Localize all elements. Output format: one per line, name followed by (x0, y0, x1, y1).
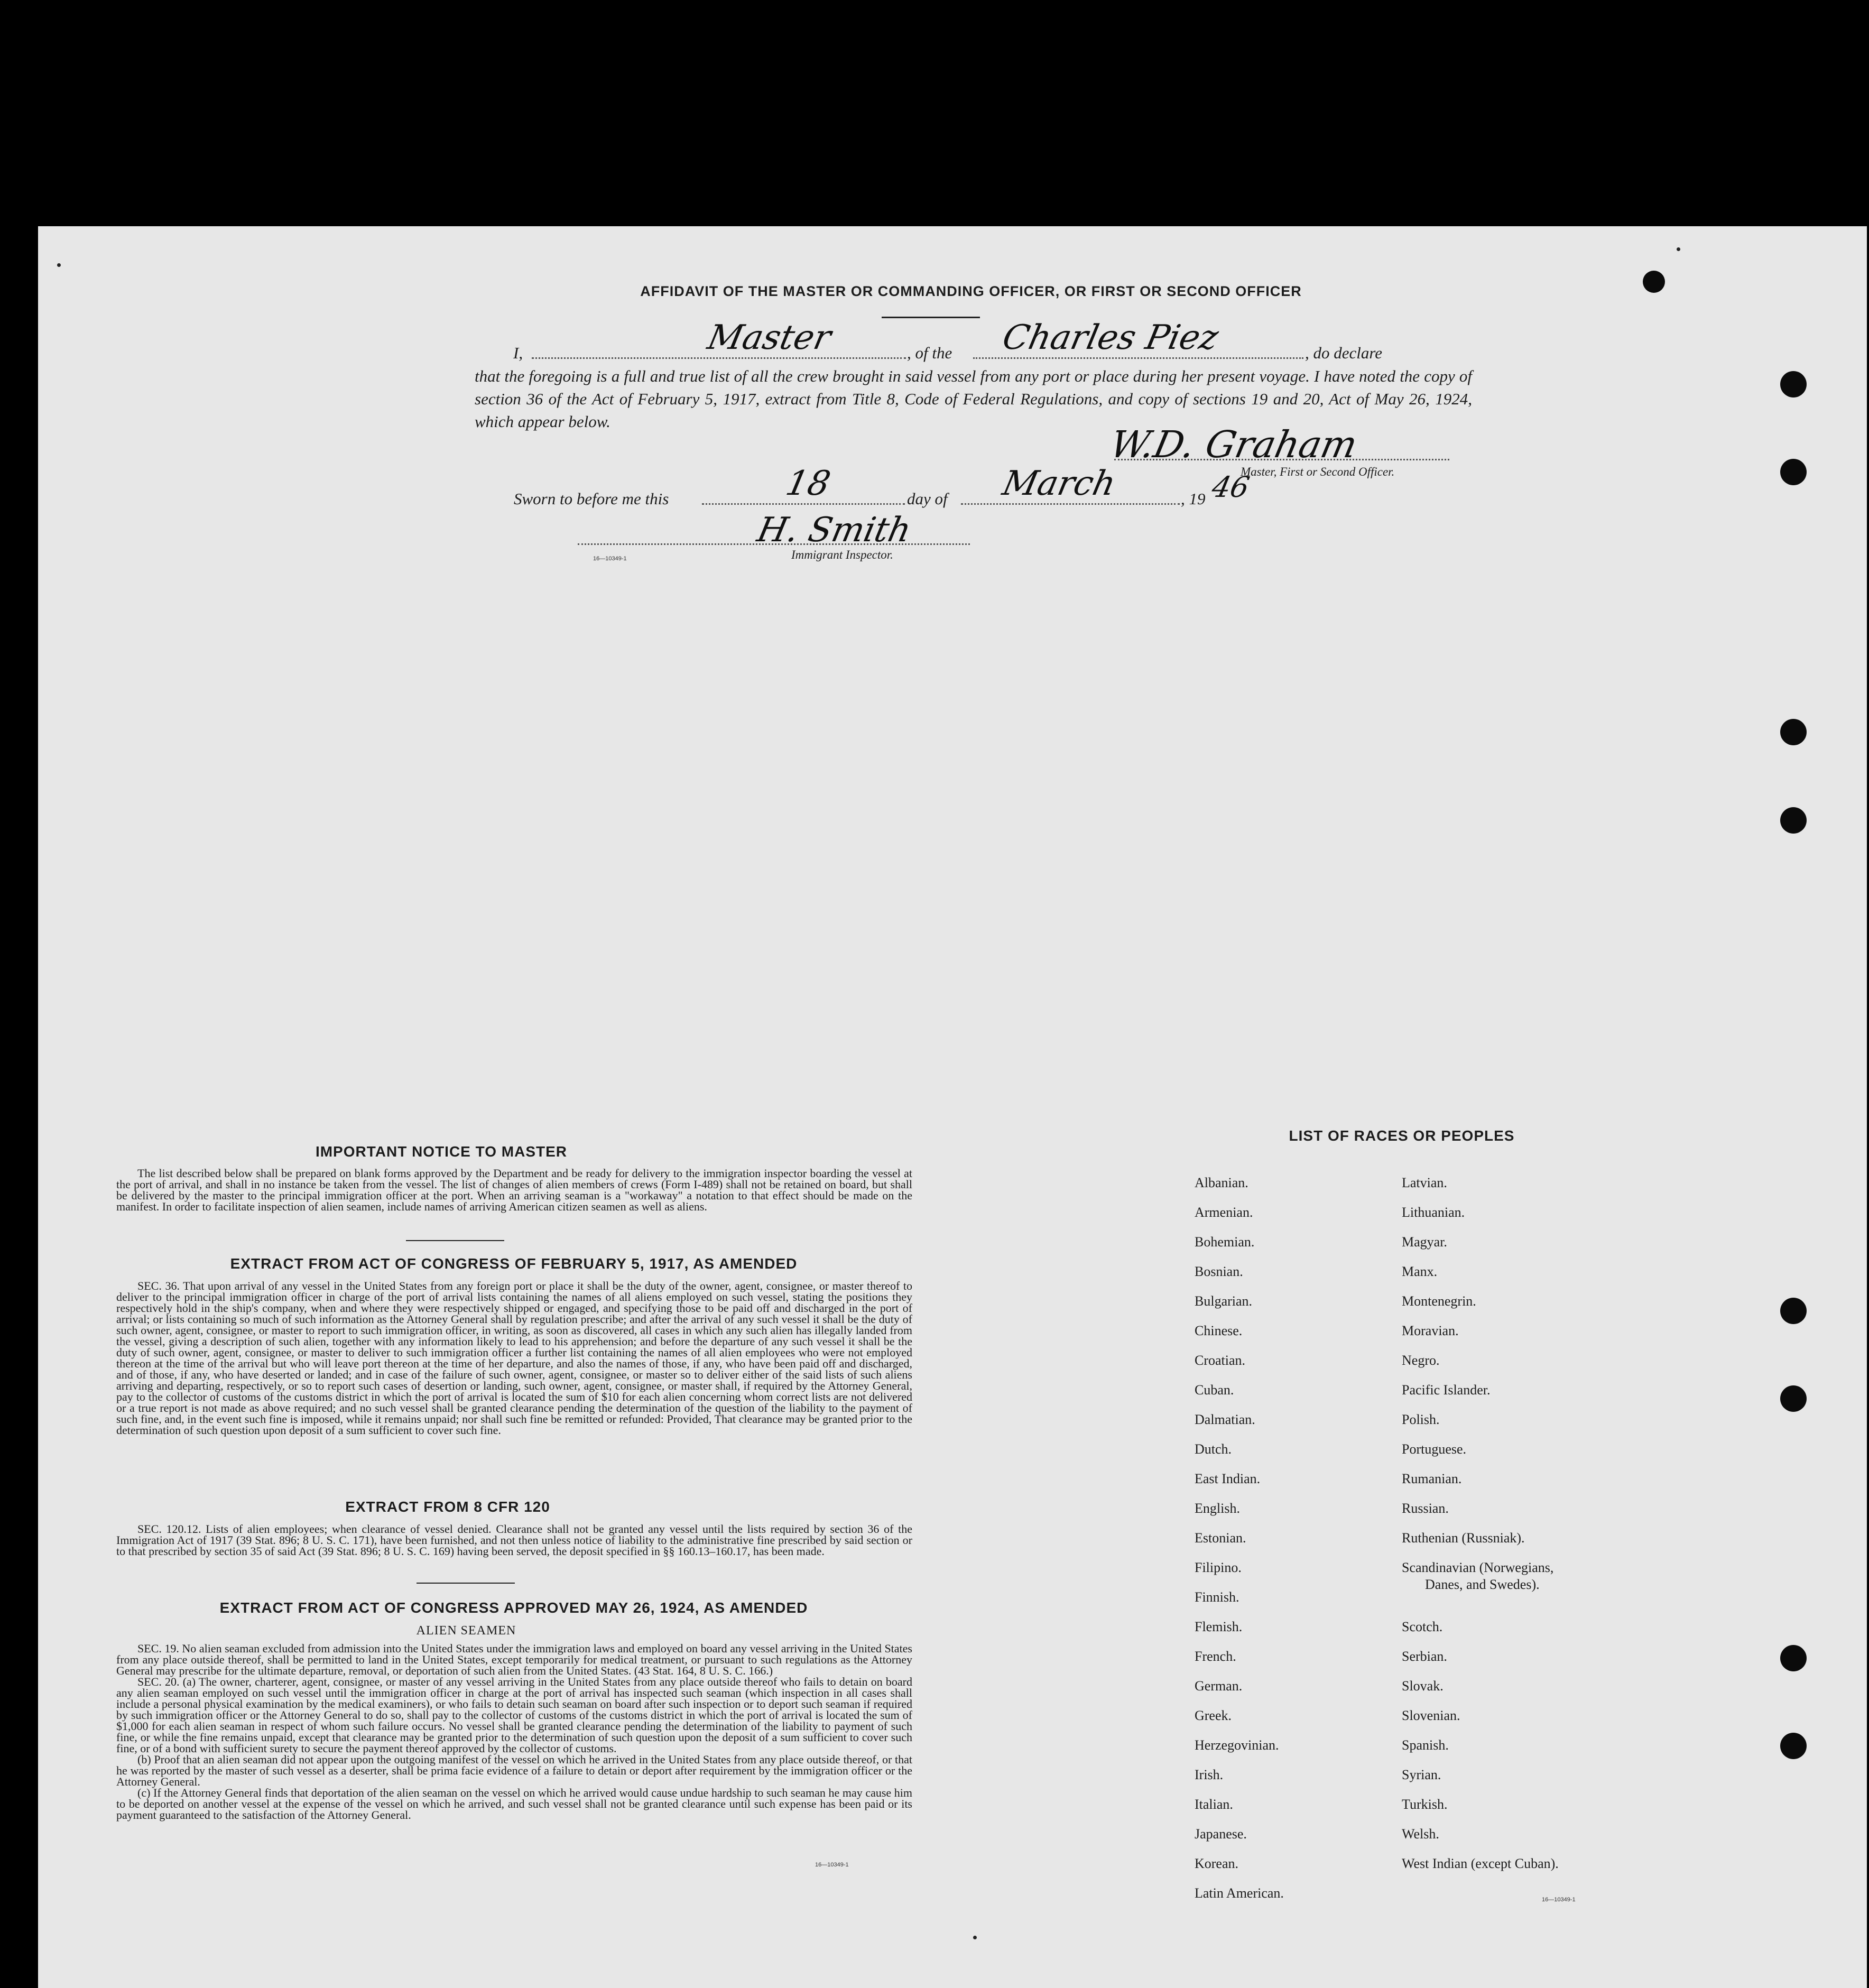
extract-1917-text (116, 1280, 912, 1436)
race-item: Finnish. (1195, 1589, 1239, 1605)
race-item: Filipino. (1195, 1560, 1242, 1575)
race-item: Dutch. (1195, 1441, 1232, 1457)
affidavit-body: that the foregoing is a full and true list of all the crew brought in said vessel from any port or place during her present voyage. I have noted the copy of section 36 of the Act of February 5, 1917, extract from Title 8, Code of Federal Regulations, and copy of sections 19 and 20, Act of May 26, 1924, which appear below. (475, 367, 1472, 431)
race-item: Slovak. (1402, 1678, 1444, 1694)
race-item: Ruthenian (Russniak). (1402, 1530, 1525, 1546)
sec20c-paragraph: (c) If the Attorney General finds that deportation of the alien seaman on the vessel on which he arrived would cause undue hardship to such seaman he may cause him to be deported on another vessel at the expense of the vessel on which he arrived, and such vessel shall not be granted clearance until such expense has been paid or its payment guaranteed to the satisfaction of the Attorney General. (116, 1786, 912, 1821)
race-item: Albanian. (1195, 1175, 1248, 1190)
affidavit-title: AFFIDAVIT OF THE MASTER OR COMMANDING OFFICER, OR FIRST OR SECOND OFFICER (640, 283, 1302, 299)
sworn-text: Sworn to before me this (514, 489, 669, 508)
month-handwriting: March (999, 464, 1119, 503)
race-item: English. (1195, 1501, 1240, 1516)
notice-title: IMPORTANT NOTICE TO MASTER (315, 1143, 568, 1160)
punch-hole (1780, 807, 1807, 834)
extract-1917-title: EXTRACT FROM ACT OF CONGRESS OF FEBRUARY 5, 1917, AS AMENDED (230, 1255, 798, 1272)
race-item: Montenegrin. (1402, 1293, 1476, 1309)
race-item: Syrian. (1402, 1767, 1441, 1782)
race-item: Rumanian. (1402, 1471, 1462, 1486)
sec19-paragraph: SEC. 19. No alien seaman excluded from admission into the United States under the immigration laws and employed on board any vessel arriving in the United States from any place outside thereof, shall be permitted to land in the United States, except temporarily for medical treatment, or pursuant to such regulations as the Attorney General may prescribe for the ultimate departure, removal, or deportation of such alien from the United States. (43 Stat. 164, 8 U. S. C. 166.) (116, 1642, 912, 1677)
race-item: Dalmatian. (1195, 1412, 1255, 1427)
day-line (702, 503, 905, 505)
sec36-paragraph: SEC. 36. That upon arrival of any vessel in the United States from any foreign port or place it shall be the duty of the owner, agent, consignee, or master thereof to deliver to the principal immigration officer in charge of the port of arrival lists containing the names of all aliens employed on such vessel, stating the positions they respectively hold in the ship's company, when and where they were respectively shipped or engaged, and specifying those to be paid off and discharged in the port of arrival; or lists containing so much of such information as the Attorney General shall by regulation prescribe; and after the arrival of any such vessel it shall be the duty of such owner, agent, consignee, or master to report to such immigration officer, in writing, as soon as discovered, all cases in which any such alien has illegally landed from the vessel, giving a description of such alien, together with any information likely to lead to his apprehension; and before the departure of any such vessel it shall be the duty of such owner, agent, consignee, or master to deliver to such immigration officer a further list containing the names of all alien employees who were not employed thereon at the time of the arrival but who will leave port thereon at the time of her departure, and also the names of those, if any, who have been paid off and discharged, and of those, if any, who have deserted or landed; and in case of the failure of such owner, agent, consignee, or master so to deliver either of the said lists of such aliens arriving and departing, respectively, or so to report such cases of desertion or landing, such owner, agent, consignee, or master shall, if required by the Attorney General, pay to the collector of customs of the customs district in which the port of arrival is located the sum of $10 for each alien concerning whom correct lists are not delivered or a true report is not made as above required; and no such vessel shall be granted clearance pending the determination of the question of the liability to the payment of such fine, and, in the event such fine is imposed, while it remains unpaid; nor shall such fine be remitted or refunded: Provided, That clearance may be granted prior to the determination of such question upon deposit of a sum sufficient to cover such fine. (116, 1279, 912, 1437)
extract-1924-text (116, 1643, 912, 1820)
signature-handwriting: W.D. Graham (1106, 423, 1362, 466)
section-divider (406, 1240, 504, 1241)
race-item: Bulgarian. (1195, 1293, 1253, 1309)
race-item: Bosnian. (1195, 1264, 1243, 1279)
race-item: Latin American. (1195, 1885, 1284, 1901)
punch-hole (1780, 1385, 1807, 1412)
section-divider (417, 1583, 515, 1584)
affidavit-declaration (475, 318, 1472, 365)
signature-caption: Master, First or Second Officer. (1241, 465, 1395, 478)
year-prefix: , 19 (1181, 489, 1206, 508)
year-handwriting: 46 (1209, 470, 1253, 504)
day-handwriting: 18 (782, 464, 834, 503)
punch-hole (1780, 1298, 1807, 1324)
day-of-text: day of (907, 489, 948, 508)
race-item: Greek. (1195, 1708, 1232, 1723)
race-item: Irish. (1195, 1767, 1224, 1782)
race-item: French. (1195, 1649, 1236, 1664)
inspector-handwriting: H. Smith (754, 511, 915, 550)
race-item: Chinese. (1195, 1323, 1243, 1338)
race-item: Manx. (1402, 1264, 1438, 1279)
race-item: East Indian. (1195, 1471, 1261, 1486)
notice-paragraph: The list described below shall be prepared on blank forms approved by the Department and be ready for delivery to the immigration inspector boarding the vessel at the port of arrival, and shall in no instance be taken from the vessel. The list of changes of alien members of crews (Form I-489) shall not be retained on board, but shall be delivered by the master to the principal immigration officer at the port. When an arriving seaman is a "workaway" a notation to that effect should be made on the manifest. In order to facilitate inspection of alien seamen, include names of arriving American citizen seamen as well as aliens. (116, 1167, 912, 1213)
race-item: Croatian. (1195, 1353, 1246, 1368)
race-item: Negro. (1402, 1353, 1440, 1368)
race-item: Italian. (1195, 1797, 1233, 1812)
races-title: LIST OF RACES OR PEOPLES (1289, 1127, 1515, 1144)
title-divider (882, 317, 980, 318)
document-page (38, 226, 1867, 1988)
inspector-caption: Immigrant Inspector. (791, 548, 893, 561)
extract-cfr-text (116, 1523, 912, 1557)
form-number: 16—10349-1 (593, 556, 627, 562)
race-item: Magyar. (1402, 1234, 1447, 1250)
race-item: Korean. (1195, 1856, 1239, 1871)
race-item: Armenian. (1195, 1205, 1253, 1220)
race-item: Spanish. (1402, 1737, 1449, 1753)
notice-text (116, 1168, 912, 1212)
race-item: Welsh. (1402, 1826, 1439, 1842)
race-item: Herzegovinian. (1195, 1737, 1279, 1753)
month-line (961, 503, 1180, 505)
race-item: Pacific Islander. (1402, 1382, 1491, 1398)
race-item: West Indian (except Cuban). (1402, 1856, 1559, 1871)
punch-hole (1780, 459, 1807, 485)
rank-handwriting: Master (704, 318, 835, 357)
vessel-handwriting: Charles Piez (999, 318, 1222, 357)
race-item: Slovenian. (1402, 1708, 1460, 1723)
pronoun-i: I, (513, 344, 523, 362)
vessel-line (973, 357, 1303, 359)
speck (1677, 247, 1680, 251)
of-the-text: , of the (907, 344, 952, 362)
race-item: Moravian. (1402, 1323, 1459, 1338)
race-item: Cuban. (1195, 1382, 1234, 1398)
form-number: 16—10349-1 (1542, 1897, 1576, 1903)
sec120-paragraph: SEC. 120.12. Lists of alien employees; when clearance of vessel denied. Clearance shall not be granted any vessel until the lists required by section 36 of the Immigration Act of 1917 (39 Stat. 896; 8 U. S. C. 171), have been furnished, and not then unless notice of liability to the administrative fine prescribed by said section or to that prescribed by section 35 of said Act (39 Stat. 896; 8 U. S. C. 169) having been served, the deposit specified in §§ 160.13–160.17, has been made. (116, 1522, 912, 1558)
punch-hole (1643, 271, 1665, 293)
extract-cfr-title: EXTRACT FROM 8 CFR 120 (345, 1499, 550, 1515)
race-item: Estonian. (1195, 1530, 1246, 1546)
speck (57, 263, 61, 267)
race-item: Serbian. (1402, 1649, 1447, 1664)
extract-1924-title: EXTRACT FROM ACT OF CONGRESS APPROVED MAY 26, 1924, AS AMENDED (219, 1599, 808, 1616)
punch-hole (1780, 371, 1807, 397)
speck (973, 1936, 977, 1939)
sec20a-paragraph: SEC. 20. (a) The owner, charterer, agent, consignee, or master of any vessel arriving in the United States from any place outside thereof who fails to detain on board any alien seaman employed on such vessel until the immigration officer in charge at the port of arrival has inspected such seaman (which inspection in all cases shall include a personal physical examination by the medical examiners), or who fails to detain such seaman on board after such inspection or to deport such seaman if required by such immigration officer or the Attorney General to do so, shall pay to the collector of customs of the customs district in which the port of arrival is located the sum of $1,000 for each alien seaman in respect of whom such failure occurs. No vessel shall be granted clearance pending the determination of the liability to payment of such fine, or while the fine remains unpaid, except that clearance may be granted prior to the determination of such question upon the deposit of a sum sufficient to cover such fine, or of a bond with sufficient surety to secure the payment thereof approved by the collector of customs. (116, 1675, 912, 1755)
punch-hole (1780, 1733, 1807, 1759)
punch-hole (1780, 1645, 1807, 1671)
race-item: German. (1195, 1678, 1243, 1694)
race-item: Scotch. (1402, 1619, 1443, 1634)
do-declare-text: , do declare (1305, 344, 1383, 362)
race-item: Latvian. (1402, 1175, 1447, 1190)
alien-seamen-subtitle: ALIEN SEAMEN (416, 1624, 516, 1638)
race-item: Bohemian. (1195, 1234, 1255, 1250)
sec20b-paragraph: (b) Proof that an alien seaman did not appear upon the outgoing manifest of the vessel on which he arrived in the United States from any place outside thereof, or that he was reported by the master of such vessel as a deserter, shall be prima facie evidence of a failure to detain or deport after requirement by the immigration officer or the Attorney General. (116, 1753, 912, 1788)
form-number: 16—10349-1 (815, 1862, 849, 1868)
race-item: Portuguese. (1402, 1441, 1467, 1457)
race-item: Scandinavian (Norwegians, (1402, 1560, 1554, 1575)
punch-hole (1780, 719, 1807, 745)
race-item: Polish. (1402, 1412, 1440, 1427)
race-item: Turkish. (1402, 1797, 1448, 1812)
race-item: Lithuanian. (1402, 1205, 1465, 1220)
race-item: Japanese. (1195, 1826, 1247, 1842)
rank-line (532, 357, 906, 359)
race-item: Russian. (1402, 1501, 1449, 1516)
race-item: Flemish. (1195, 1619, 1243, 1634)
race-item-continuation: Danes, and Swedes). (1425, 1577, 1540, 1592)
